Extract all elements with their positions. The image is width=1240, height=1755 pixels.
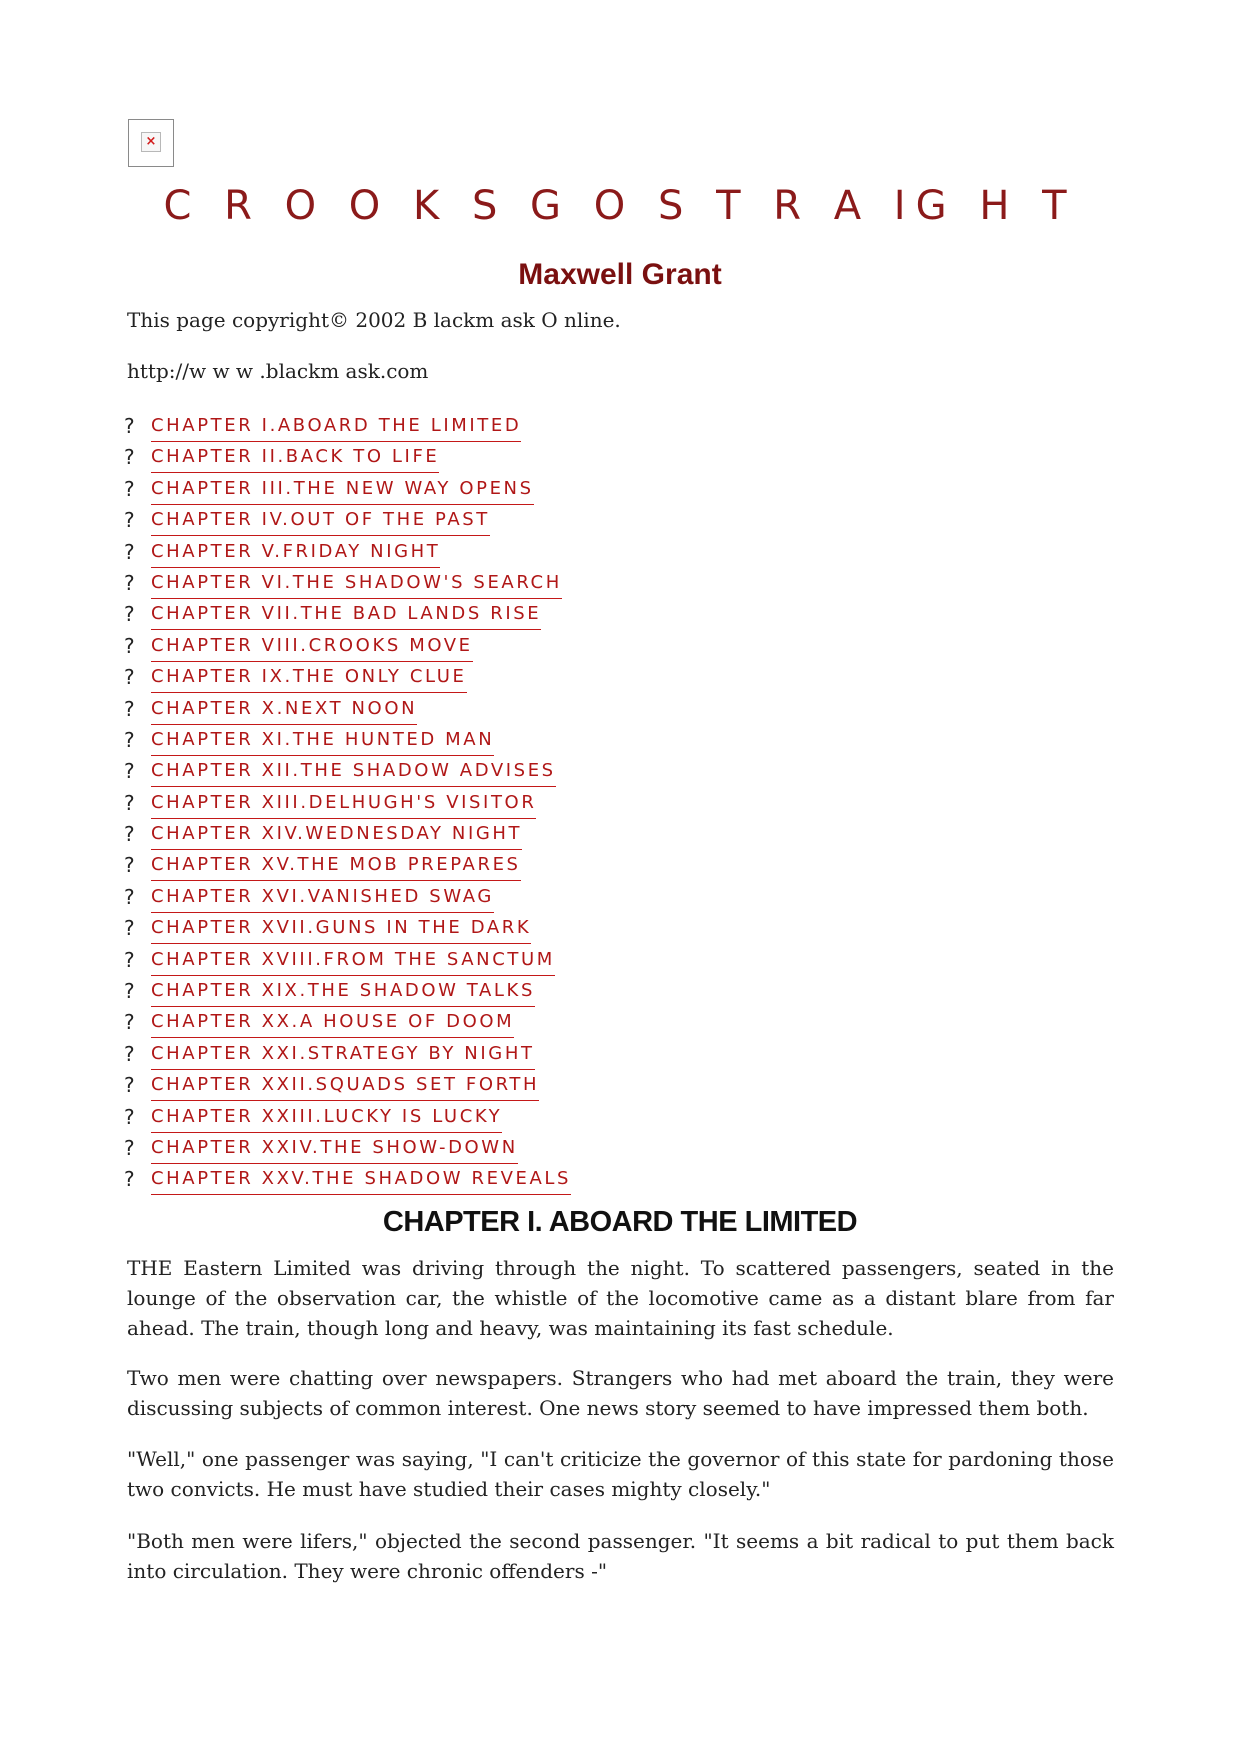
toc-bullet: ?	[124, 1167, 135, 1192]
toc-item	[124, 978, 571, 1009]
toc-bullet: ?	[124, 696, 135, 721]
toc-bullet: ?	[124, 822, 135, 847]
toc-link[interactable]: CHAPTER II.BACK TO LIFE	[151, 444, 439, 473]
toc-bullet: ?	[124, 445, 135, 470]
toc-item	[124, 476, 571, 507]
toc-link[interactable]: CHAPTER XVI.VANISHED SWAG	[151, 884, 494, 913]
toc-item	[124, 1009, 571, 1040]
image-error-cross-icon: ×	[145, 134, 157, 149]
toc-bullet: ?	[124, 1104, 135, 1129]
toc-bullet: ?	[124, 1135, 135, 1160]
toc-item	[124, 507, 571, 538]
toc-link[interactable]: CHAPTER XI.THE HUNTED MAN	[151, 727, 494, 756]
toc-item	[124, 821, 571, 852]
toc-link[interactable]: CHAPTER XXIII.LUCKY IS LUCKY	[151, 1104, 502, 1133]
toc-bullet: ?	[124, 476, 135, 501]
body-paragraph: "Both men were lifers," objected the second passenger. "It seems a bit radical to put them back into circulation. They were chronic offenders -"	[127, 1529, 1114, 1583]
toc-link[interactable]: CHAPTER I.ABOARD THE LIMITED	[151, 413, 521, 442]
toc-item	[124, 1166, 571, 1197]
toc-item	[124, 947, 571, 978]
toc-item	[124, 444, 571, 475]
toc-item	[124, 915, 571, 946]
body-paragraph: THE Eastern Limited was driving through the night. To scattered passengers, seated in the lounge of the observation car, the whistle of the locomotive came as a distant blare from far ahead. The train, though long and heavy, was maintaining its fast schedule.	[127, 1256, 1114, 1340]
toc-bullet: ?	[124, 602, 135, 627]
toc-link[interactable]: CHAPTER X.NEXT NOON	[151, 696, 417, 725]
toc-link[interactable]: CHAPTER XXV.THE SHADOW REVEALS	[151, 1166, 571, 1195]
broken-image-icon	[128, 119, 174, 167]
toc-bullet: ?	[124, 665, 135, 690]
toc-item	[124, 1104, 571, 1135]
toc-link[interactable]: CHAPTER XII.THE SHADOW ADVISES	[151, 758, 556, 787]
toc-link[interactable]: CHAPTER XIV.WEDNESDAY NIGHT	[151, 821, 522, 850]
toc-link[interactable]: CHAPTER VI.THE SHADOW'S SEARCH	[151, 570, 562, 599]
author-name: Maxwell Grant	[518, 258, 722, 291]
toc-link[interactable]: CHAPTER XV.THE MOB PREPARES	[151, 852, 521, 881]
toc-bullet: ?	[124, 759, 135, 784]
source-url: http://w w w .blackm ask.com	[127, 359, 429, 383]
toc-bullet: ?	[124, 727, 135, 752]
toc-bullet: ?	[124, 947, 135, 972]
toc-item	[124, 1072, 571, 1103]
toc-bullet: ?	[124, 1010, 135, 1035]
chapter-heading: CHAPTER I. ABOARD THE LIMITED	[382, 1206, 858, 1238]
toc-link[interactable]: CHAPTER XXII.SQUADS SET FORTH	[151, 1072, 539, 1101]
toc-bullet: ?	[124, 570, 135, 595]
toc-item	[124, 413, 571, 444]
toc-link[interactable]: CHAPTER XIII.DELHUGH'S VISITOR	[151, 790, 536, 819]
toc-link[interactable]: CHAPTER XXI.STRATEGY BY NIGHT	[151, 1041, 535, 1070]
toc-bullet: ?	[124, 508, 135, 533]
broken-image-inner	[141, 132, 161, 152]
toc-item	[124, 727, 571, 758]
toc-bullet: ?	[124, 633, 135, 658]
toc-bullet: ?	[124, 1073, 135, 1098]
toc-link[interactable]: CHAPTER IV.OUT OF THE PAST	[151, 507, 490, 536]
toc-item	[124, 570, 571, 601]
toc-link[interactable]: CHAPTER IX.THE ONLY CLUE	[151, 664, 467, 693]
body-paragraph: "Well," one passenger was saying, "I can't criticize the governor of this state for pardoning those two convicts. He must have studied their cases mighty closely."	[127, 1447, 1114, 1501]
toc-item	[124, 884, 571, 915]
toc-item	[124, 852, 571, 883]
toc-item	[124, 539, 571, 570]
toc-bullet: ?	[124, 790, 135, 815]
toc-item	[124, 633, 571, 664]
toc-item	[124, 758, 571, 789]
toc-link[interactable]: CHAPTER XXIV.THE SHOW-DOWN	[151, 1135, 518, 1164]
toc-link[interactable]: CHAPTER XVII.GUNS IN THE DARK	[151, 915, 531, 944]
toc-link[interactable]: CHAPTER V.FRIDAY NIGHT	[151, 539, 440, 568]
toc-link[interactable]: CHAPTER VII.THE BAD LANDS RISE	[151, 601, 541, 630]
body-paragraph: Two men were chatting over newspapers. Strangers who had met aboard the train, they were discussing subjects of common interest. One news story seemed to have impressed them both.	[127, 1366, 1114, 1420]
toc-link[interactable]: CHAPTER VIII.CROOKS MOVE	[151, 633, 473, 662]
copyright-notice: This page copyright© 2002 B lackm ask O nline.	[127, 308, 621, 332]
toc-item	[124, 1135, 571, 1166]
toc-item	[124, 664, 571, 695]
toc-link[interactable]: CHAPTER III.THE NEW WAY OPENS	[151, 476, 534, 505]
book-title: C R O O K S G O S T R A IG H T	[163, 183, 1077, 229]
toc-bullet: ?	[124, 979, 135, 1004]
toc-item	[124, 696, 571, 727]
table-of-contents	[124, 413, 571, 1198]
toc-bullet: ?	[124, 1041, 135, 1066]
toc-bullet: ?	[124, 414, 135, 438]
toc-link[interactable]: CHAPTER XIX.THE SHADOW TALKS	[151, 978, 535, 1007]
toc-item	[124, 1041, 571, 1072]
toc-bullet: ?	[124, 853, 135, 878]
toc-link[interactable]: CHAPTER XVIII.FROM THE SANCTUM	[151, 947, 555, 976]
toc-item	[124, 790, 571, 821]
toc-bullet: ?	[124, 884, 135, 909]
toc-link[interactable]: CHAPTER XX.A HOUSE OF DOOM	[151, 1009, 514, 1038]
toc-bullet: ?	[124, 539, 135, 564]
toc-item	[124, 601, 571, 632]
toc-bullet: ?	[124, 916, 135, 941]
